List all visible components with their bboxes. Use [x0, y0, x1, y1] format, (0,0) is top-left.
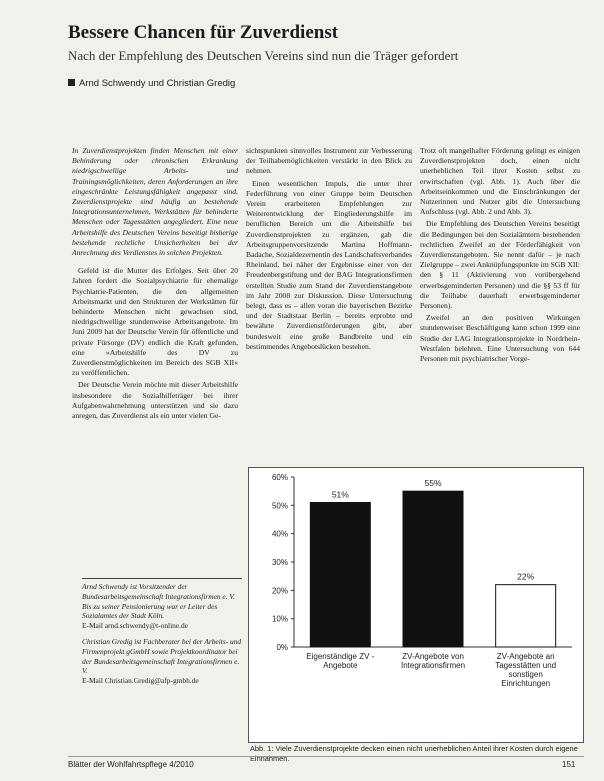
figure-caption: Abb. 1: Viele Zuverdienstprojekte decken einen nicht unerheblichen Anteil ihrer Kosten durch eigene Einnahmen. [250, 744, 578, 763]
article-subtitle: Nach der Empfehlung des Deutschen Vereins sind nun die Träger gefordert [68, 48, 459, 63]
y-tick-label: 0% [276, 643, 288, 652]
x-tick-label: ZV-Angebote von [402, 652, 464, 661]
journal-footer: Blätter der Wohlfahrtspflege 4/2010 [68, 760, 194, 769]
y-tick-label: 40% [271, 529, 288, 539]
footer-divider [68, 756, 584, 757]
y-tick-label: 30% [271, 558, 288, 567]
y-tick-label: 60% [271, 473, 288, 482]
data-label: 22% [517, 571, 535, 582]
y-tick-label: 20% [271, 586, 288, 596]
data-label: 55% [424, 478, 442, 489]
text-column-1 [72, 146, 238, 423]
x-tick-label: Einrichtungen [501, 679, 551, 688]
author-bio: Arnd Schwendy ist Vorsitzender der Bundesarbeitsgemeinschaft Integrationsfirmen e. V. Bis zu seiner Pensionierung war er Leiter des Sozialamtes der Stadt Köln. E-Mail arnd.schwendy@t-online.de [82, 582, 235, 631]
author-names: Arnd Schwendy und Christian Gredig [79, 78, 236, 89]
x-tick-label: Tagesstätten und [495, 661, 557, 670]
bar [496, 585, 556, 647]
text-column-3 [420, 146, 580, 366]
body-paragraph: Die Empfehlung des Deutschen Vereins beseitigt die Bedingungen bei den Sozialämtern bestehenden rechtlichen Zweifel an der Förderfähigkeit von Zuverdienstangeboten. Sie nennt dafür – je nach Zielgruppe – zwei Anknüpfungspunkte im SGB XII: den § 11 (Aktivierung von vorübergehend erwerbsgeminderten Personen) und die §§ 53 ff für die Teilhabe dauerhaft erwerbsgeminderter Personen). [420, 219, 580, 311]
lead-paragraph: In Zuverdienstprojekten finden Menschen mit einer Behinderung oder chronischen Erkrankung niedrigschwellige Arbeits- und Trainingsmöglichkeiten, deren Anforderungen an ihre eingeschränkte Leistungsfähigkeit angepasst sind. Zuverdienstprojekte sind häufig an bestehende Integrationsunternehmen, Werkstätten für behinderte Menschen oder Tagesstätten angegliedert. Eine neue Arbeitshilfe des Deutschen Vereins beseitigt bisherige bestehende rechtliche Unsicherheiten bei der Anrechnung des Verdienstes in solchen Projekten. [72, 146, 238, 258]
y-tick-label: 10% [271, 614, 288, 624]
article-title: Bessere Chancen für Zuverdienst [68, 22, 339, 43]
x-tick-label: Angebote [323, 661, 358, 670]
bio-divider [82, 578, 242, 579]
body-paragraph: Einen wesentlichen Impuls, die unter ihrer Federführung von einer Gruppe beim Deutschen Verein erarbeiteten Empfehlungen zur Weiterentwicklung der Eingliederungshilfe im beruflichen Bereich um die Arbeitshilfe bei Zuverdienstprojekten zu ergänzen, gab die Arbeitsgruppenvorsitzende Martina Hoffmann-Badache, Sozialdezernentin des Landschaftsverbandes Rheinland, bei näher der Ergebnisse einer von der Freudenbergstiftung und der BAG Integrationsfirmen erstellten Studie zum Stand der Zuverdienstangebote im Jahr 2008 zur Diskussion. Diese Untersuchung belegt, dass es – allen voran die bayerischen Bezirke und der Stadtstaat Berlin – bereits erprobte und bewährte Zuverdienstförderungen gibt, aber bundesweit eine große Bandbreite und ein bestimmendes Angebotslücken bestehen. [246, 178, 412, 351]
author-line [68, 78, 235, 89]
data-label: 51% [331, 489, 349, 500]
bar [403, 491, 463, 647]
author-bio: Christian Gredig ist Fachberater bei der Arbeits- und Firmenprojekt gGmbH sowie Projektkoordinator bei der Bundesarbeitsgemeinschaft Integrationsfirmen e. V. E-Mail Christian.Gredig@afp-gmbh.de [82, 636, 242, 686]
body-paragraph: sichtspunkten sinnvolles Instrument zur Verbesserung der Teilhabemöglichkeiten verstärkt in den Blick zu nehmen. [246, 146, 412, 176]
page-number: 151 [562, 760, 576, 769]
y-tick-label: 50% [271, 501, 288, 511]
body-paragraph: Zweifel an den positiven Wirkungen stundenweiser Beschäftigung kann schon 1999 eine Studie der LAG Integrationsprojekte in Nordrhein-Westfalen belehren. Eine Untersuchung von 644 Personen mit psychiatrischer Vorge- [420, 313, 580, 364]
x-tick-label: ZV-Angebote an [496, 652, 555, 661]
bar [310, 503, 370, 648]
author-bios [82, 582, 242, 692]
x-tick-label: Integrationsfirmen [400, 661, 466, 670]
text-column-2 [246, 146, 412, 354]
body-paragraph: Gefeld ist die Mutter des Erfolges. Seit über 20 Jahren fordert die Sozialpsychiatrie für ehemalige Psychiatrie-Patienten, die den allgemeinen Arbeitsmarkt und den Strukturen der Werkstätten für behinderte Menschen nicht gewachsen sind, niedrigschwellige stundenweise Arbeitsangebote. Im Juni 2009 hat der Deutsche Verein für öffentliche und private Fürsorge (DV) endlich die Kraft gefunden, eine »Arbeitshilfe des DV zu Zuverdienstmöglichkeiten im Bereich des SGB XII« zu veröffentlichen. [72, 266, 238, 378]
body-paragraph: Der Deutsche Verein möchte mit dieser Arbeitshilfe insbesondere die Sozialhilfeträger bei ihrer Aufgabenwahrnehmung unterstützen und sie dazu anregen, das Zuverdienst als ein unter vielen Ge- [72, 380, 238, 421]
body-paragraph: Trotz oft mangelhafter Förderung gelingt es einigen Zuverdienstprojekten doch, einen nicht unerheblichen Teil ihrer Kosten selbst zu erwirtschaften (vgl. Abb. 1). Auch über die Arbeitseinkommen und die Einschränkungen der Nutzerinnen und Nutzer gibt die Untersuchung Aufschluss (vgl. Abb. 2 und Abb. 3). [420, 146, 580, 217]
x-tick-label: Eigenständige ZV - [306, 652, 375, 661]
bar-chart [248, 467, 584, 743]
square-bullet-icon [68, 79, 75, 86]
x-tick-label: sonstigen [508, 670, 543, 679]
